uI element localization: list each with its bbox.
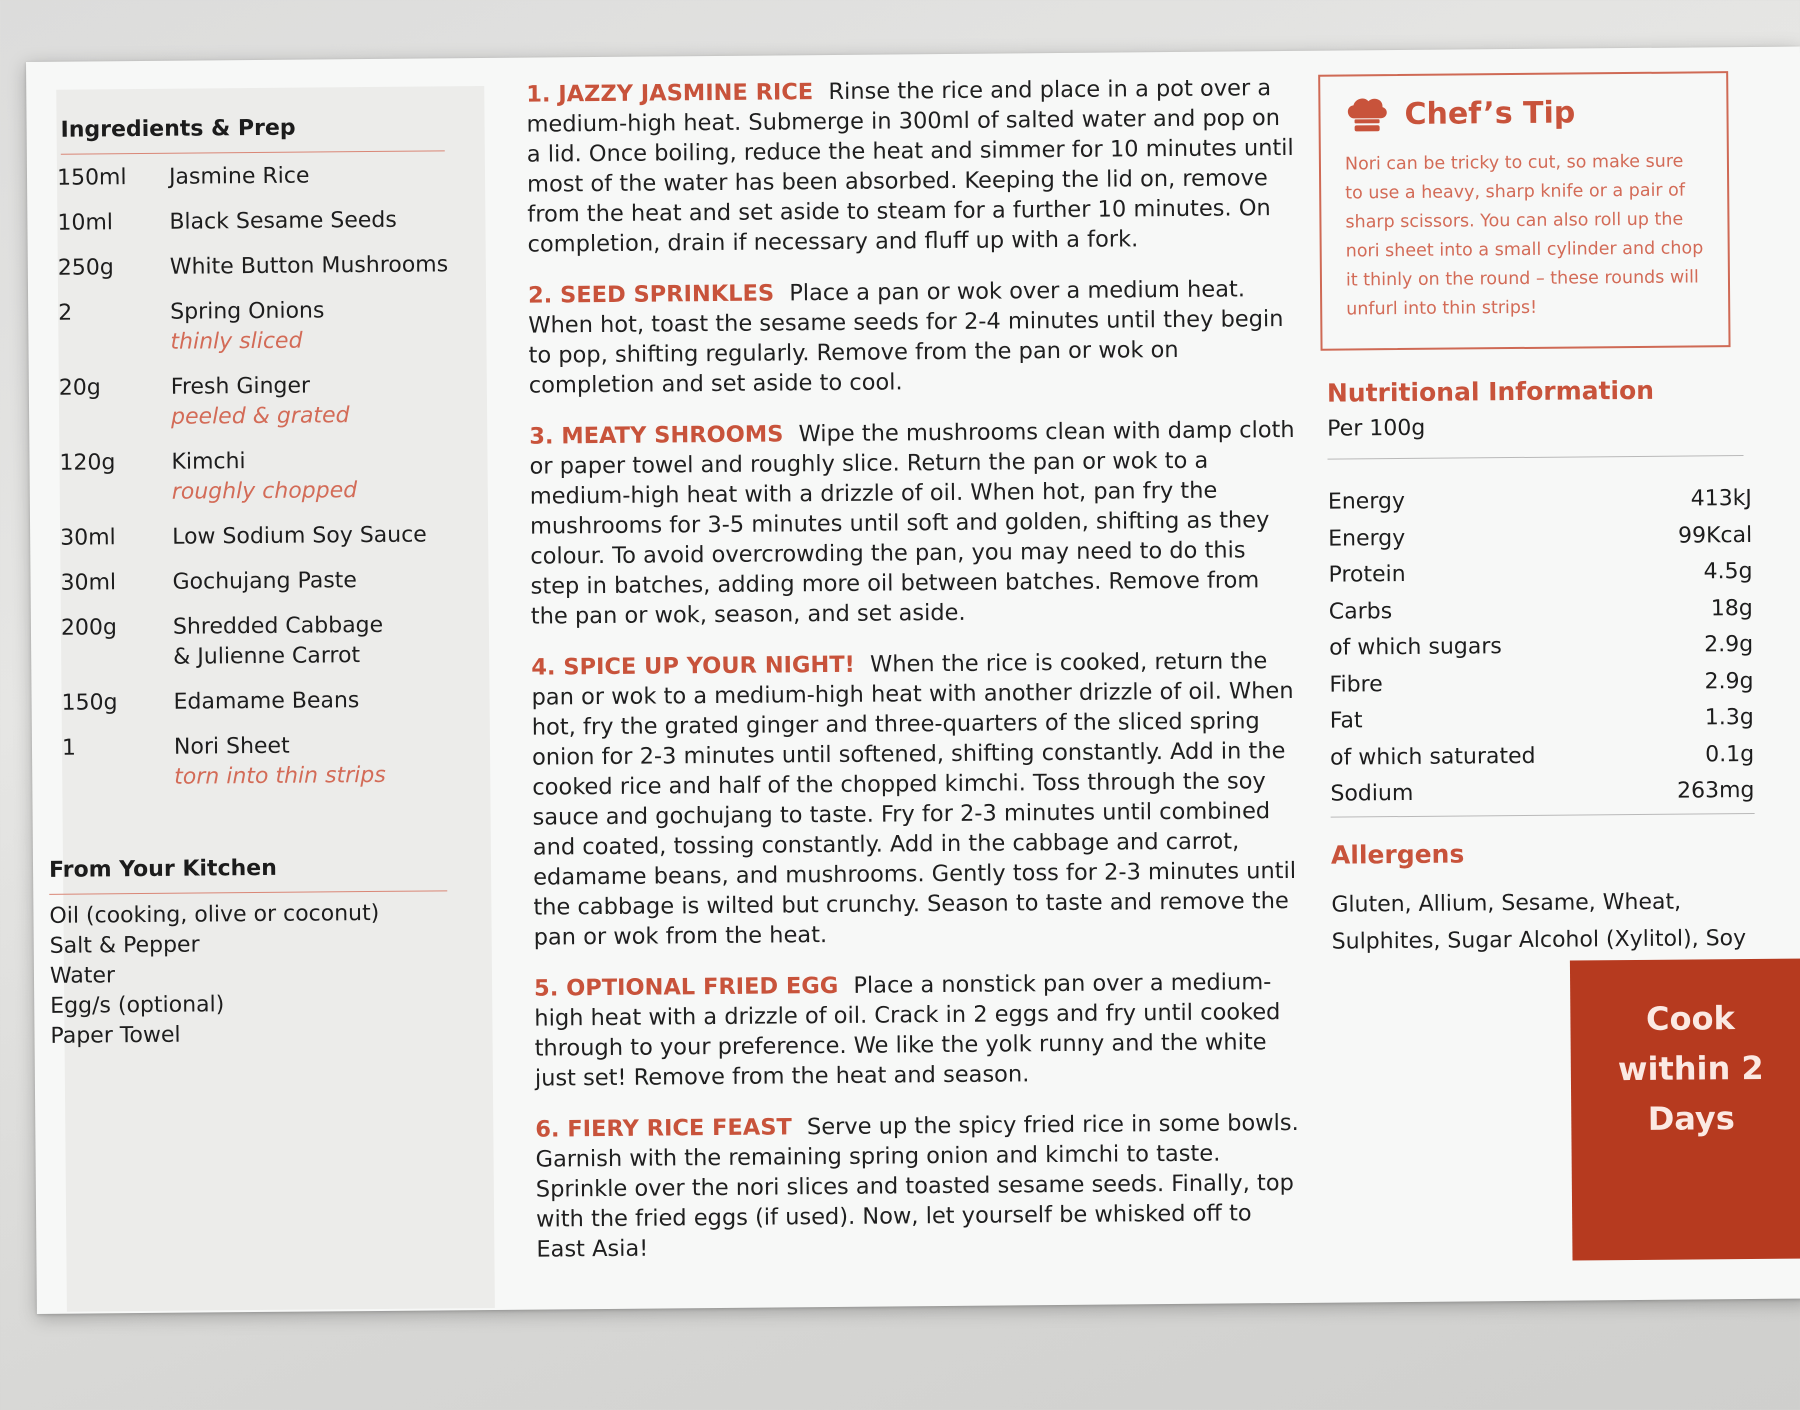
ingredient-name <box>174 730 463 793</box>
step-5 <box>534 967 1305 1094</box>
kitchen-list <box>49 899 380 1052</box>
chefs-tip-title: Chef’s Tip <box>1404 94 1576 132</box>
ingredient-qty: 30ml <box>60 570 117 596</box>
step-title: 1. JAZZY JASMINE RICE <box>526 79 814 108</box>
step-4 <box>531 646 1304 953</box>
ingredient-name <box>171 370 460 433</box>
kitchen-item: Egg/s (optional) <box>50 992 225 1019</box>
ingredient-name: Gochujang Paste <box>172 568 358 595</box>
badge-line: Days <box>1647 1099 1735 1138</box>
nutrition-value: 1.3g <box>1704 704 1754 731</box>
nutrition-value: 0.1g <box>1705 741 1755 767</box>
nutrition-label: Fibre <box>1329 671 1383 698</box>
ingredient-qty: 120g <box>59 450 116 476</box>
step-text: Serve up the spicy fried rice in some bowls. Garnish with the remaining spring onion and kimchi to taste. Sprinkle over the nori slices and toasted sesame seeds. Finally, top with the fried eggs (if used). Now, let yourself be whisked off to East Asia! <box>535 1109 1299 1263</box>
ingredient-row <box>58 250 458 283</box>
step-text: When the rice is cooked, return the pan or wok to a medium-high heat with another drizzle of oil. When hot, fry the grated ginger and three-quarters of the sliced spring onion for 2-3 minutes until softened, shifting constantly. Add in the cooked rice and half of the chopped kimchi. Toss through the soy sauce and gochujang to taste. Fry for 2-3 minutes until combined and coated, tossing constantly. Add in the cabbage and carrot, edamame beans, and mushrooms. Gently toss for 2-3 minutes until the cabbage is wilted but crunchy. Season to taste and remove the pan or wok from the heat. <box>531 648 1297 951</box>
ingredient-row <box>59 445 460 508</box>
step-3 <box>529 415 1301 632</box>
ingredient-qty: 1 <box>61 735 77 761</box>
step-text: Wipe the mushrooms clean with damp cloth or paper towel and roughly slice. Return the pan or wok to a medium-high heat with a drizzle of oil. When hot, pan fry the mushrooms for 3-5 minutes until soft and golden, shifting as they colour. To avoid overcrowding the pan, you may need to do this step in batches, adding more oil between batches. Remove from the pan or wok, season, and set aside. <box>529 416 1295 630</box>
nutrition-row <box>1329 590 1753 630</box>
nutrition-subtitle: Per 100g <box>1327 415 1426 442</box>
step-2 <box>528 274 1299 401</box>
cook-within-badge <box>1570 958 1800 1260</box>
ingredient-note: peeled & grated <box>170 403 350 430</box>
nutrition-value: 18g <box>1710 595 1753 621</box>
ingredient-qty: 200g <box>60 615 118 641</box>
ingredient-name: Black Sesame Seeds <box>169 207 397 235</box>
step-title: 2. SEED SPRINKLES <box>527 280 775 309</box>
nutrition-row <box>1330 700 1754 740</box>
ingredient-name: Low Sodium Soy Sauce <box>172 522 427 550</box>
kitchen-item: Water <box>49 963 116 989</box>
chefs-tip-text: Nori can be tricky to cut, so make sure to use a heavy, sharp knife or a pair of sharp scissors. You can also roll up the nori sheet into a small cylinder and chop it thinly on the round – these rounds will unfurl into thin strips! <box>1344 151 1704 320</box>
kitchen-item: Paper Towel <box>50 1022 181 1049</box>
allergens-text: Gluten, Allium, Sesame, Wheat, Sulphites, Sugar Alcohol (Xylitol), Soy <box>1331 889 1747 955</box>
recipe-card <box>26 47 1800 1314</box>
ingredient-name: Jasmine Rice <box>168 163 310 190</box>
nutrition-label: Sodium <box>1330 780 1414 807</box>
method-steps <box>526 73 1306 1286</box>
nutrition-label: Energy <box>1327 488 1406 515</box>
ingredient-name-text: Fresh Ginger <box>170 373 311 400</box>
nutrition-row <box>1329 627 1753 667</box>
nutrition-value: 2.9g <box>1704 668 1754 694</box>
nutrition-row <box>1329 663 1753 703</box>
nutrition-label: Fat <box>1329 708 1363 734</box>
nutrition-divider-top <box>1328 455 1744 460</box>
ingredients-list <box>57 160 463 808</box>
nutrition-row <box>1328 481 1752 521</box>
allergens-title: Allergens <box>1330 839 1465 870</box>
nutrition-label: Carbs <box>1328 598 1393 625</box>
nutrition-label: Energy <box>1328 525 1406 552</box>
ingredient-qty: 150ml <box>56 165 127 191</box>
nutrition-value: 2.9g <box>1704 631 1754 658</box>
step-1 <box>526 73 1298 260</box>
ingredient-qty: 20g <box>58 375 101 401</box>
step-title: 5. OPTIONAL FRIED EGG <box>533 972 839 1002</box>
nutrition-label: of which saturated <box>1330 743 1536 771</box>
step-text: Place a pan or wok over a medium heat. When hot, toast the sesame seeds for 2-4 minutes until they begin to pop, shifting regularly. Remove from the pan or wok on completion and set aside to cool. <box>528 276 1284 399</box>
step-text: Place a nonstick pan over a medium-high heat with a drizzle of oil. Crack in 2 eggs and fry until cooked through to your preference. We like the yolk runny and the white just set! Remove from the heat and season. <box>534 969 1281 1092</box>
step-title: 6. FIERY RICE FEAST <box>535 1114 792 1143</box>
step-text: Rinse the rice and place in a pot over a medium-high heat. Submerge in 300ml of salted water and pop on a lid. Once boiling, reduce the heat and simmer for 10 minutes until most of the water has been absorbed. Keeping the lid on, remove from the heat and set aside to steam for a further 10 minutes. On completion, drain if necessary and fluff up with a fork. <box>526 75 1294 258</box>
ingredient-row <box>60 565 460 598</box>
step-6 <box>535 1108 1306 1265</box>
ingredient-note: torn into thin strips <box>174 762 386 790</box>
ingredient-note: thinly sliced <box>170 328 303 355</box>
kitchen-title: From Your Kitchen <box>48 855 277 883</box>
nutrition-row <box>1330 736 1754 776</box>
badge-line: within 2 <box>1617 1048 1764 1089</box>
ingredient-name: White Button Mushrooms <box>169 252 449 280</box>
nutrition-row <box>1328 554 1752 594</box>
ingredient-name-text: Nori Sheet <box>173 733 290 760</box>
nutrition-title: Nutritional Information <box>1326 375 1655 408</box>
badge-line: Cook <box>1645 999 1735 1038</box>
ingredient-name-text: Spring Onions <box>170 298 325 325</box>
kitchen-item: Oil (cooking, olive or coconut) <box>49 900 380 929</box>
nutrition-value: 413kJ <box>1690 485 1752 512</box>
nutrition-row <box>1330 773 1754 813</box>
ingredient-name: Edamame Beans <box>173 688 360 715</box>
ingredient-row <box>59 370 460 433</box>
ingredients-title: Ingredients & Prep <box>60 115 296 143</box>
nutrition-table <box>1328 481 1755 813</box>
nutrition-divider-bottom <box>1331 813 1755 818</box>
ingredient-row <box>58 295 459 358</box>
ingredient-row <box>60 520 460 553</box>
kitchen-item: Salt & Pepper <box>49 932 200 959</box>
ingredient-row <box>57 205 457 238</box>
chef-hat-icon <box>1344 96 1388 132</box>
ingredient-qty: 150g <box>61 690 118 716</box>
ingredient-name <box>171 445 460 508</box>
step-title: 4. SPICE UP YOUR NIGHT! <box>531 651 855 681</box>
ingredient-qty: 30ml <box>60 525 116 551</box>
nutrition-label: Protein <box>1328 561 1406 588</box>
nutrition-label: of which sugars <box>1329 634 1502 661</box>
ingredient-name: Shredded Cabbage & Julienne Carrot <box>172 612 384 670</box>
nutrition-value: 99Kcal <box>1677 522 1753 549</box>
ingredient-qty: 2 <box>58 300 73 326</box>
ingredient-qty: 10ml <box>57 210 114 236</box>
chefs-tip-box <box>1318 71 1730 351</box>
ingredient-row <box>61 685 461 718</box>
ingredient-note: roughly chopped <box>171 478 358 505</box>
ingredient-row <box>61 610 462 673</box>
step-title: 3. MEATY SHROOMS <box>529 421 784 450</box>
ingredient-row <box>57 160 457 193</box>
ingredient-name-text: Kimchi <box>171 449 246 475</box>
ingredient-name <box>170 295 459 358</box>
nutrition-value: 4.5g <box>1703 558 1753 585</box>
nutrition-value: 263mg <box>1676 777 1755 804</box>
ingredient-qty: 250g <box>57 255 114 281</box>
ingredient-row <box>62 730 463 793</box>
chefs-tip-header <box>1344 93 1702 132</box>
nutrition-row <box>1328 517 1752 557</box>
